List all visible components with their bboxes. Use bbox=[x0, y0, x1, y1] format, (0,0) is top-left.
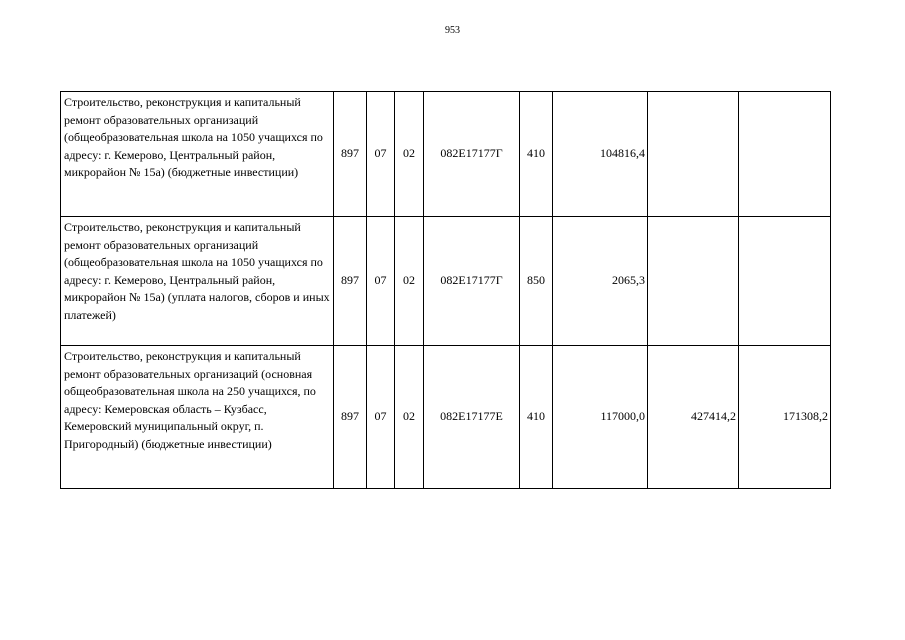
cell-expense-type: 410 bbox=[520, 346, 553, 489]
table-row bbox=[61, 92, 831, 217]
cell-section: 07 bbox=[367, 346, 395, 489]
cell-amount-1: 117000,0 bbox=[553, 346, 648, 489]
cell-ministry: 897 bbox=[334, 217, 367, 346]
cell-description: Строительство, реконструкция и капитальный ремонт образовательных организаций (основная общеобразовательная школа на 250 учащихся, по адресу: Кемеровская область – Кузбасс, Кемеровский муниципальный округ, п. Пригородный) (бюджетные инвестиции) bbox=[61, 346, 334, 489]
cell-amount-2: 427414,2 bbox=[648, 346, 739, 489]
cell-target-article: 082E17177Г bbox=[424, 92, 520, 217]
cell-ministry: 897 bbox=[334, 346, 367, 489]
page-number: 953 bbox=[445, 25, 460, 36]
cell-expense-type: 850 bbox=[520, 217, 553, 346]
cell-section: 07 bbox=[367, 92, 395, 217]
cell-amount-3 bbox=[739, 217, 831, 346]
cell-amount-1: 2065,3 bbox=[553, 217, 648, 346]
cell-amount-3 bbox=[739, 92, 831, 217]
cell-description: Строительство, реконструкция и капитальный ремонт образовательных организаций (общеобразовательная школа на 1050 учащихся по адресу: г. Кемерово, Центральный район, микрорайон № 15а) (бюджетные инвестиции) bbox=[61, 92, 334, 217]
cell-amount-2 bbox=[648, 217, 739, 346]
table-row bbox=[61, 346, 831, 489]
cell-subsection: 02 bbox=[395, 92, 424, 217]
cell-section: 07 bbox=[367, 217, 395, 346]
cell-ministry: 897 bbox=[334, 92, 367, 217]
budget-table bbox=[60, 91, 831, 489]
cell-target-article: 082E17177Г bbox=[424, 217, 520, 346]
cell-description: Строительство, реконструкция и капитальный ремонт образовательных организаций (общеобразовательная школа на 1050 учащихся по адресу: г. Кемерово, Центральный район, микрорайон № 15а) (уплата налогов, сборов и иных платежей) bbox=[61, 217, 334, 346]
cell-amount-3: 171308,2 bbox=[739, 346, 831, 489]
cell-subsection: 02 bbox=[395, 217, 424, 346]
table-row bbox=[61, 217, 831, 346]
cell-subsection: 02 bbox=[395, 346, 424, 489]
cell-amount-1: 104816,4 bbox=[553, 92, 648, 217]
cell-amount-2 bbox=[648, 92, 739, 217]
cell-expense-type: 410 bbox=[520, 92, 553, 217]
cell-target-article: 082E17177Е bbox=[424, 346, 520, 489]
